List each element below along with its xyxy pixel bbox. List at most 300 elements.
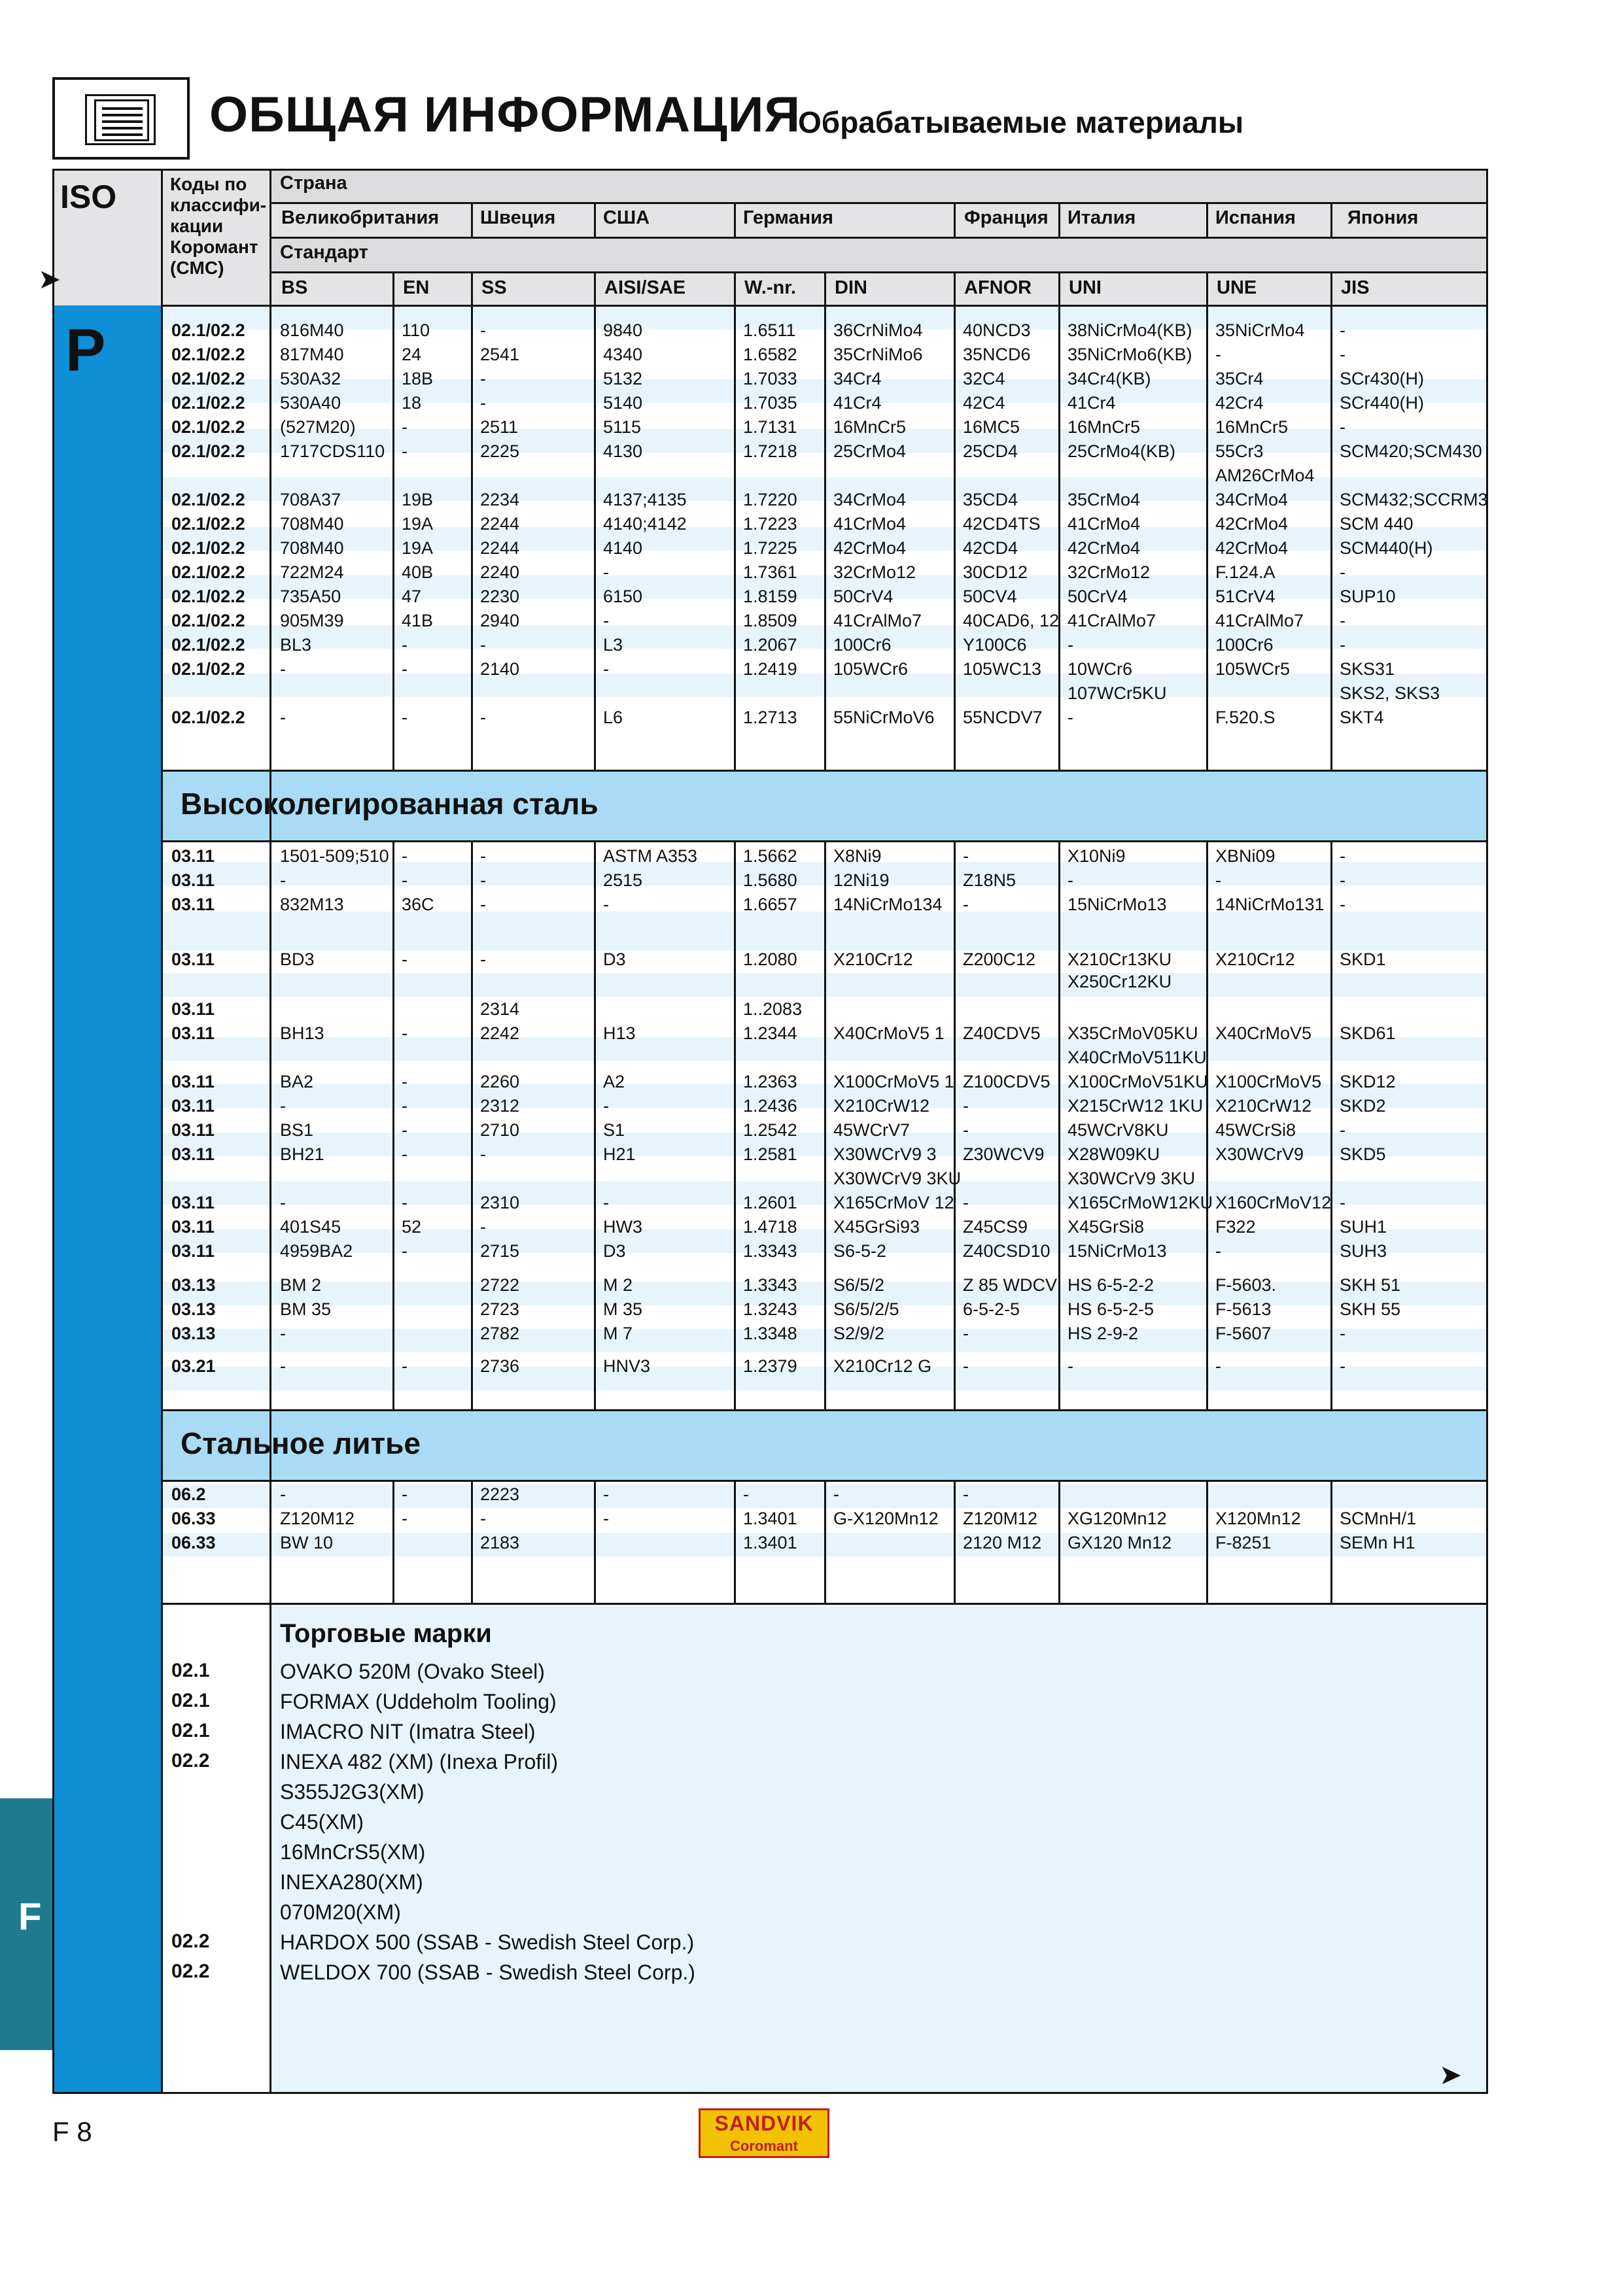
table-cell: 2140 bbox=[480, 659, 520, 679]
table-cell: 832M13 bbox=[280, 895, 344, 914]
table-cell: 2541 bbox=[480, 345, 520, 364]
table-cell: - bbox=[402, 1023, 408, 1043]
table-cell: SEMn H1 bbox=[1340, 1533, 1415, 1552]
cmc-code-cell: 03.13 bbox=[171, 1324, 216, 1343]
table-cell: 105WCr5 bbox=[1215, 659, 1291, 679]
table-cell: 41Cr4 bbox=[833, 393, 882, 413]
table-cell: 530A40 bbox=[280, 393, 341, 413]
table-cell: 735A50 bbox=[280, 587, 341, 606]
table-cell: D3 bbox=[603, 950, 626, 969]
table-cell: 24 bbox=[402, 345, 422, 364]
table-cell: S6-5-2 bbox=[833, 1241, 887, 1261]
table-cell: - bbox=[1215, 1356, 1221, 1376]
table-cell: - bbox=[480, 1144, 486, 1164]
table-cell: X165CrMoW12KU bbox=[1068, 1193, 1213, 1212]
table-cell: 2230 bbox=[480, 587, 520, 606]
table-cell: 107WCr5KU bbox=[1068, 683, 1167, 703]
column-separator bbox=[954, 202, 956, 237]
table-cell: SKD5 bbox=[1340, 1144, 1386, 1164]
table-cell: - bbox=[402, 635, 408, 655]
table-cell: HS 6-5-2-5 bbox=[1068, 1299, 1155, 1319]
table-cell: - bbox=[1340, 1356, 1346, 1376]
chapter-tab-label: F bbox=[18, 1896, 42, 1938]
table-cell: 35Cr4 bbox=[1215, 369, 1264, 388]
table-cell: 1.6582 bbox=[743, 345, 797, 364]
table-cell: 2310 bbox=[480, 1193, 520, 1212]
table-cell: 1.2713 bbox=[743, 708, 797, 727]
table-cell: X35CrMoV05KU bbox=[1068, 1023, 1198, 1043]
trademark-name: 16MnCrS5(XM) bbox=[280, 1840, 426, 1864]
table-cell: - bbox=[963, 846, 969, 866]
table-cell: - bbox=[280, 1193, 286, 1212]
table-cell: 42Cr4 bbox=[1215, 393, 1264, 413]
cmc-code-cell: 03.11 bbox=[171, 950, 215, 969]
table-cell: 36C bbox=[402, 895, 434, 914]
table-cell: 1.2379 bbox=[743, 1356, 797, 1376]
table-cell: 2722 bbox=[480, 1275, 520, 1295]
table-cell: - bbox=[480, 895, 486, 914]
continue-arrow-icon: ➤ bbox=[1439, 2059, 1463, 2090]
table-cell: 1.2601 bbox=[743, 1193, 797, 1212]
table-cell: - bbox=[480, 950, 486, 969]
table-cell: - bbox=[402, 846, 408, 866]
table-cell: 52 bbox=[402, 1217, 422, 1237]
table-cell: 45WCrSi8 bbox=[1215, 1120, 1296, 1140]
table-cell: 110 bbox=[402, 320, 430, 340]
table-cell: X210Cr12 bbox=[833, 950, 913, 969]
table-cell: - bbox=[1068, 870, 1073, 890]
table-cell: 42CD4 bbox=[963, 538, 1018, 558]
table-cell: 2511 bbox=[480, 417, 519, 437]
table-cell: - bbox=[480, 1509, 486, 1528]
table-cell: 1.2344 bbox=[743, 1023, 797, 1043]
country-header-cell: Великобритания bbox=[281, 207, 440, 228]
cmc-code-cell: 02.1/02.2 bbox=[171, 345, 245, 364]
table-cell: 4340 bbox=[603, 345, 643, 364]
trademark-name: 070M20(XM) bbox=[280, 1900, 401, 1924]
table-cell: SKH 55 bbox=[1340, 1299, 1401, 1319]
table-cell: Z40CDV5 bbox=[963, 1023, 1041, 1043]
table-cell: L6 bbox=[603, 708, 623, 727]
table-cell: - bbox=[480, 393, 486, 413]
table-cell: BL3 bbox=[280, 635, 312, 655]
column-separator bbox=[471, 840, 473, 1410]
cmc-code-cell: 03.11 bbox=[171, 1120, 215, 1140]
table-cell: 4959BA2 bbox=[280, 1241, 353, 1261]
table-cell: - bbox=[480, 708, 486, 727]
table-cell: S2/9/2 bbox=[833, 1324, 885, 1343]
column-separator bbox=[392, 1480, 394, 1603]
table-cell: X160CrMoV12 bbox=[1215, 1193, 1332, 1212]
table-cell: 55NiCrMoV6 bbox=[833, 708, 935, 727]
table-cell: 1.5680 bbox=[743, 870, 797, 890]
table-cell: SKS31 bbox=[1340, 659, 1395, 679]
table-cell: - bbox=[402, 708, 408, 727]
table-cell: M 2 bbox=[603, 1275, 633, 1295]
table-cell: SKT4 bbox=[1340, 708, 1384, 727]
table-cell: SKD12 bbox=[1340, 1072, 1396, 1091]
table-cell: X30WCrV9 3KU bbox=[1068, 1169, 1196, 1188]
table-cell: 1.2080 bbox=[743, 950, 797, 969]
table-cell: - bbox=[1340, 1193, 1346, 1212]
table-cell: 16MnCr5 bbox=[1068, 417, 1141, 437]
table-cell: 722M24 bbox=[280, 562, 344, 582]
standard-header-cell: DIN bbox=[835, 277, 867, 298]
table-cell: 32CrMo12 bbox=[833, 562, 916, 582]
table-cell: 35CrNiMo6 bbox=[833, 345, 923, 364]
table-cell: BD3 bbox=[280, 950, 315, 969]
table-cell: Z200C12 bbox=[963, 950, 1036, 969]
standard-header: Стандарт bbox=[280, 242, 368, 263]
table-cell: 2314 bbox=[480, 999, 520, 1019]
table-cell: 1.6511 bbox=[743, 320, 796, 340]
table-cell: - bbox=[402, 1356, 408, 1376]
table-cell: 34Cr4(KB) bbox=[1068, 369, 1151, 388]
table-cell: X8Ni9 bbox=[833, 846, 882, 866]
column-separator bbox=[734, 840, 736, 1410]
table-cell: SCM420;SCM430 bbox=[1340, 441, 1482, 461]
cmc-codes-header: Коды по классифи- кации Коромант (CMC) bbox=[170, 174, 267, 278]
table-cell: - bbox=[963, 895, 969, 914]
table-cell: 35NCD6 bbox=[963, 345, 1031, 364]
table-cell: 1.3343 bbox=[743, 1275, 797, 1295]
cmc-code-cell: 03.11 bbox=[171, 870, 215, 890]
table-cell: HS 6-5-2-2 bbox=[1068, 1275, 1155, 1295]
table-cell: 401S45 bbox=[280, 1217, 341, 1237]
table-cell: SCM440(H) bbox=[1340, 538, 1433, 558]
table-cell: BH21 bbox=[280, 1144, 324, 1164]
table-cell: 1.7033 bbox=[743, 369, 797, 388]
table-cell: - bbox=[402, 1193, 408, 1212]
table-cell: F.124.A bbox=[1215, 562, 1276, 582]
table-cell: SKS2, SKS3 bbox=[1340, 683, 1440, 703]
trademark-name: S355J2G3(XM) bbox=[280, 1780, 425, 1804]
column-separator bbox=[1330, 1480, 1332, 1603]
table-cell: 40B bbox=[402, 562, 434, 582]
table-cell: 41B bbox=[402, 611, 434, 630]
table-cell: X210Cr12 G bbox=[833, 1356, 932, 1376]
column-separator bbox=[734, 271, 736, 770]
table-cell: - bbox=[1215, 870, 1221, 890]
cmc-code-cell: 02.1/02.2 bbox=[171, 562, 245, 582]
table-cell: 34CrMo4 bbox=[1215, 490, 1289, 509]
table-cell: 2183 bbox=[480, 1533, 520, 1552]
table-cell: 18 bbox=[402, 393, 422, 413]
table-cell: 708M40 bbox=[280, 538, 344, 558]
table-cell: Z30WCV9 bbox=[963, 1144, 1045, 1164]
trademark-code: 02.2 bbox=[171, 1930, 210, 1952]
trademark-name: HARDOX 500 (SSAB - Swedish Steel Corp.) bbox=[280, 1930, 695, 1954]
table-cell: 4140;4142 bbox=[603, 514, 687, 534]
table-cell: - bbox=[1068, 1356, 1073, 1376]
table-cell: 40CAD6, 12 bbox=[963, 611, 1060, 630]
table-cell: - bbox=[1215, 345, 1221, 364]
table-cell: 1.3401 bbox=[743, 1509, 797, 1528]
table-cell: SCr430(H) bbox=[1340, 369, 1425, 388]
table-cell: X210Cr12 bbox=[1215, 950, 1295, 969]
table-cell: 6150 bbox=[603, 587, 643, 606]
table-cell: X10Ni9 bbox=[1068, 846, 1126, 866]
table-cell: - bbox=[603, 1193, 609, 1212]
table-cell: Z100CDV5 bbox=[963, 1072, 1051, 1091]
table-cell: - bbox=[1340, 635, 1346, 655]
table-cell: X210CrW12 bbox=[833, 1096, 930, 1116]
cmc-code-cell: 03.11 bbox=[171, 895, 215, 914]
table-cell: 816M40 bbox=[280, 320, 344, 340]
table-cell: - bbox=[280, 1096, 286, 1116]
table-cell: - bbox=[480, 1217, 486, 1237]
table-cell: 2223 bbox=[480, 1484, 520, 1504]
cmc-code-cell: 06.2 bbox=[171, 1484, 206, 1504]
table-cell: 42CrMo4 bbox=[1068, 538, 1141, 558]
cmc-code-cell: 03.11 bbox=[171, 1144, 215, 1164]
column-separator bbox=[824, 271, 826, 770]
standard-header-cell: SS bbox=[481, 277, 507, 298]
column-separator bbox=[1206, 271, 1208, 770]
trademark-name: C45(XM) bbox=[280, 1810, 364, 1834]
table-cell: - bbox=[402, 417, 408, 437]
country-header-cell: Япония bbox=[1347, 207, 1419, 228]
table-cell: - bbox=[402, 870, 408, 890]
table-cell: 2715 bbox=[480, 1241, 520, 1261]
column-separator bbox=[471, 271, 473, 770]
cmc-code-cell: 03.11 bbox=[171, 1217, 215, 1237]
trademark-code: 02.2 bbox=[171, 1750, 210, 1772]
table-cell: G-X120Mn12 bbox=[833, 1509, 939, 1528]
table-cell: 35CrMo4 bbox=[1068, 490, 1141, 509]
cmc-code-cell: 02.1/02.2 bbox=[171, 538, 245, 558]
column-separator bbox=[392, 271, 394, 770]
page-title: ОБЩАЯ ИНФОРМАЦИЯ bbox=[209, 87, 801, 143]
table-cell: D3 bbox=[603, 1241, 626, 1261]
table-cell: 14NiCrMo134 bbox=[833, 895, 943, 914]
column-separator bbox=[954, 840, 956, 1410]
table-cell: 105WC13 bbox=[963, 659, 1042, 679]
cmc-code-cell: 02.1/02.2 bbox=[171, 587, 245, 606]
table-cell: 708M40 bbox=[280, 514, 344, 534]
table-cell: X100CrMoV5 1 bbox=[833, 1072, 954, 1091]
table-cell: A2 bbox=[603, 1072, 625, 1091]
section-title-high-alloy: Высоколегированная сталь bbox=[181, 787, 599, 821]
table-cell: H13 bbox=[603, 1023, 636, 1043]
table-cell: 42CrMo4 bbox=[833, 538, 907, 558]
table-cell: 1501-509;510 bbox=[280, 846, 389, 866]
table-cell: - bbox=[603, 659, 609, 679]
standard-header-cell: W.-nr. bbox=[744, 277, 796, 298]
column-separator bbox=[734, 1480, 736, 1603]
table-cell: 1.5662 bbox=[743, 846, 797, 866]
table-cell: F-5607 bbox=[1215, 1324, 1272, 1343]
table-cell: X30WCrV9 bbox=[1215, 1144, 1304, 1164]
chapter-tab[interactable] bbox=[0, 1798, 52, 2050]
cmc-code-cell: 03.13 bbox=[171, 1299, 216, 1319]
table-cell: SKD2 bbox=[1340, 1096, 1386, 1116]
table-cell: - bbox=[1068, 708, 1073, 727]
trademark-name: IMACRO NIT (Imatra Steel) bbox=[280, 1720, 536, 1743]
table-cell: 45WCrV8KU bbox=[1068, 1120, 1169, 1140]
table-cell: L3 bbox=[603, 635, 623, 655]
table-cell: Z18N5 bbox=[963, 870, 1016, 890]
cmc-code-cell: 02.1/02.2 bbox=[171, 611, 245, 630]
column-separator bbox=[1058, 1480, 1060, 1603]
column-separator bbox=[954, 271, 956, 770]
column-separator bbox=[734, 202, 736, 237]
table-cell: - bbox=[480, 369, 486, 388]
table-cell: - bbox=[963, 1193, 969, 1212]
cmc-code-cell: 03.11 bbox=[171, 999, 215, 1019]
table-cell: 2120 M12 bbox=[963, 1533, 1042, 1552]
cmc-code-cell: 06.33 bbox=[171, 1533, 216, 1552]
trademark-name: INEXA 482 (XM) (Inexa Profil) bbox=[280, 1750, 559, 1773]
table-cell: M 7 bbox=[603, 1324, 633, 1343]
table-cell: 14NiCrMo131 bbox=[1215, 895, 1325, 914]
table-cell: X30WCrV9 3 bbox=[833, 1144, 937, 1164]
table-cell: - bbox=[480, 320, 486, 340]
table-cell: X40CrMoV5 bbox=[1215, 1023, 1312, 1043]
table-cell: SCM 440 bbox=[1340, 514, 1414, 534]
table-cell: (527M20) bbox=[280, 417, 356, 437]
table-cell: - bbox=[963, 1096, 969, 1116]
cmc-code-cell: 02.1/02.2 bbox=[171, 441, 245, 461]
table-cell: X165CrMoV 12 bbox=[833, 1193, 954, 1212]
table-cell: X210Cr13KU bbox=[1068, 950, 1172, 969]
table-cell: - bbox=[963, 1356, 969, 1376]
table-cell: 42CD4TS bbox=[963, 514, 1041, 534]
table-cell: 30CD12 bbox=[963, 562, 1028, 582]
table-cell: 1.3348 bbox=[743, 1324, 797, 1343]
column-separator bbox=[471, 1480, 473, 1603]
table-cell: - bbox=[603, 895, 609, 914]
table-cell: - bbox=[1068, 635, 1073, 655]
column-separator bbox=[594, 202, 596, 237]
table-cell: 2736 bbox=[480, 1356, 520, 1376]
table-cell: 1.2419 bbox=[743, 659, 797, 679]
table-cell: - bbox=[963, 1120, 969, 1140]
table-cell: 2242 bbox=[480, 1023, 520, 1043]
table-cell: Z40CSD10 bbox=[963, 1241, 1051, 1261]
table-cell: S1 bbox=[603, 1120, 625, 1140]
table-cell: 817M40 bbox=[280, 345, 344, 364]
cmc-code-cell: 02.1/02.2 bbox=[171, 659, 245, 679]
table-cell: X45GrSi93 bbox=[833, 1217, 920, 1237]
country-header-cell: США bbox=[603, 207, 650, 228]
table-cell: 1.2436 bbox=[743, 1096, 797, 1116]
cmc-code-cell: 02.1/02.2 bbox=[171, 635, 245, 655]
table-cell: 16MnCr5 bbox=[1215, 417, 1289, 437]
standard-header-cell: UNI bbox=[1069, 277, 1102, 298]
cmc-code-cell: 02.1/02.2 bbox=[171, 369, 245, 388]
table-cell: 1.4718 bbox=[743, 1217, 797, 1237]
country-header-cell: Германия bbox=[743, 207, 833, 228]
standard-header-cell: EN bbox=[403, 277, 430, 298]
cmc-code-cell: 02.1/02.2 bbox=[171, 514, 245, 534]
table-cell: 100Cr6 bbox=[833, 635, 892, 655]
table-cell: - bbox=[402, 1509, 408, 1528]
table-cell: 105WCr6 bbox=[833, 659, 909, 679]
table-cell: SCr440(H) bbox=[1340, 393, 1425, 413]
table-cell: 2240 bbox=[480, 562, 520, 582]
table-cell: 47 bbox=[402, 587, 422, 606]
table-cell: - bbox=[402, 1072, 408, 1091]
table-cell: X40CrMoV5 1 bbox=[833, 1023, 945, 1043]
table-cell: 5132 bbox=[603, 369, 643, 388]
table-cell: - bbox=[603, 562, 609, 582]
table-cell: 19B bbox=[402, 490, 434, 509]
table-cell: 32CrMo12 bbox=[1068, 562, 1151, 582]
table-cell: - bbox=[480, 846, 486, 866]
table-cell: 5115 bbox=[603, 417, 642, 437]
table-cell: 530A32 bbox=[280, 369, 341, 388]
table-cell: H21 bbox=[603, 1144, 636, 1164]
table-cell: - bbox=[402, 441, 408, 461]
table-cell: 40NCD3 bbox=[963, 320, 1031, 340]
column-separator bbox=[1058, 271, 1060, 770]
table-cell: 41CrAlMo7 bbox=[1215, 611, 1304, 630]
table-cell: 42CrMo4 bbox=[1215, 538, 1289, 558]
table-cell: 35NiCrMo6(KB) bbox=[1068, 345, 1192, 364]
table-cell: - bbox=[480, 870, 486, 890]
table-cell: - bbox=[480, 635, 486, 655]
table-cell: - bbox=[280, 708, 286, 727]
table-cell: 36CrNiMo4 bbox=[833, 320, 923, 340]
table-cell: 1.7218 bbox=[743, 441, 797, 461]
left-arrow-icon: ➤ bbox=[38, 264, 61, 294]
table-cell: 4140 bbox=[603, 538, 643, 558]
iso-header: ISO bbox=[60, 179, 117, 215]
table-cell: X120Mn12 bbox=[1215, 1509, 1301, 1528]
table-cell: 1.3343 bbox=[743, 1241, 797, 1261]
table-cell: 905M39 bbox=[280, 611, 344, 630]
table-cell: 1.7225 bbox=[743, 538, 797, 558]
trademark-name: INEXA280(XM) bbox=[280, 1870, 423, 1894]
table-cell: Z120M12 bbox=[963, 1509, 1038, 1528]
table-cell: - bbox=[1215, 1241, 1221, 1261]
column-separator bbox=[1330, 840, 1332, 1410]
table-cell: - bbox=[1340, 895, 1346, 914]
column-separator bbox=[594, 271, 596, 770]
table-cell: - bbox=[1340, 320, 1346, 340]
page-number: F 8 bbox=[52, 2116, 92, 2147]
table-cell: X45GrSi8 bbox=[1068, 1217, 1145, 1237]
trademark-code: 02.1 bbox=[171, 1690, 210, 1711]
table-cell: - bbox=[963, 1324, 969, 1343]
table-cell: 5140 bbox=[603, 393, 643, 413]
table-cell: - bbox=[603, 1509, 609, 1528]
table-cell: 41CrAlMo7 bbox=[833, 611, 922, 630]
table-cell: 1..2083 bbox=[743, 999, 803, 1019]
table-cell: 2244 bbox=[480, 514, 520, 534]
table-cell: 1.7223 bbox=[743, 514, 797, 534]
table-cell: 9840 bbox=[603, 320, 643, 340]
trademark-code: 02.1 bbox=[171, 1720, 210, 1741]
cmc-code-cell: 02.1/02.2 bbox=[171, 320, 245, 340]
table-cell: 50CrV4 bbox=[1068, 587, 1128, 606]
table-cell: 42CrMo4 bbox=[1215, 514, 1289, 534]
table-cell: - bbox=[603, 1484, 609, 1504]
table-cell: - bbox=[280, 1484, 286, 1504]
table-cell: 16MnCr5 bbox=[833, 417, 907, 437]
table-cell: S6/5/2/5 bbox=[833, 1299, 899, 1319]
table-cell: - bbox=[1340, 1324, 1346, 1343]
column-separator bbox=[1058, 202, 1060, 237]
table-cell: - bbox=[833, 1484, 839, 1504]
table-cell: 2710 bbox=[480, 1120, 520, 1140]
table-cell: XG120Mn12 bbox=[1068, 1509, 1167, 1528]
table-cell: AM26CrMo4 bbox=[1215, 466, 1315, 485]
table-cell: 2782 bbox=[480, 1324, 520, 1343]
trademark-name: FORMAX (Uddeholm Tooling) bbox=[280, 1690, 557, 1713]
table-cell: SKD61 bbox=[1340, 1023, 1396, 1043]
